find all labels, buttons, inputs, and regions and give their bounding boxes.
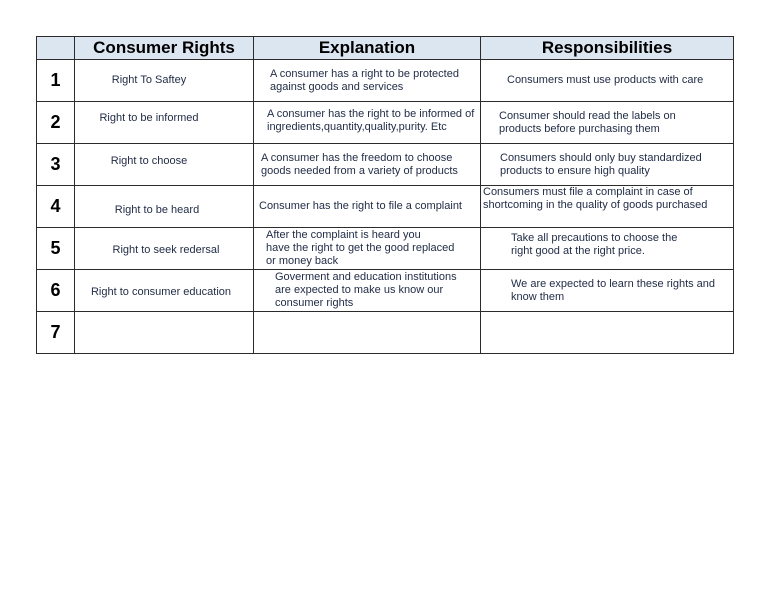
responsibility-cell[interactable]	[481, 270, 734, 312]
cell-text: Goverment and education institutions are expected to make us know our consumer rights	[275, 271, 457, 309]
row-number-cell[interactable]: 3	[37, 144, 75, 186]
consumer-right-cell[interactable]	[75, 144, 254, 186]
header-cell-index[interactable]	[37, 37, 75, 60]
explanation-cell[interactable]	[254, 144, 481, 186]
cell-text: After the complaint is heard you have the right to get the good replaced or money back	[266, 229, 455, 267]
row-number-cell[interactable]: 6	[37, 270, 75, 312]
cell-text: Consumers should only buy standardized products to ensure high quality	[500, 151, 702, 177]
consumer-right-cell[interactable]	[75, 228, 254, 270]
explanation-cell[interactable]	[254, 186, 481, 228]
spreadsheet-table-area	[36, 36, 734, 354]
consumer-rights-table	[36, 36, 734, 354]
cell-text: A consumer has the right to be informed of ingredients,quantity,quality,purity. Etc	[267, 107, 475, 133]
row-number-cell[interactable]: 1	[37, 60, 75, 102]
cell-text: We are expected to learn these rights and know them	[511, 277, 716, 303]
cell-text: A consumer has the freedom to choose goods needed from a variety of products	[261, 151, 458, 177]
header-cell-consumer-rights[interactable]: Consumer Rights	[75, 37, 254, 60]
header-cell-explanation[interactable]: Explanation	[254, 37, 481, 60]
table-row	[37, 186, 734, 228]
explanation-cell[interactable]	[254, 228, 481, 270]
explanation-cell[interactable]	[254, 60, 481, 102]
header-cell-responsibilities[interactable]: Responsibilities	[481, 37, 734, 60]
table-row	[37, 270, 734, 312]
cell-text: Right to choose	[110, 155, 188, 167]
explanation-cell[interactable]	[254, 270, 481, 312]
consumer-right-cell[interactable]	[75, 270, 254, 312]
cell-text: Right To Saftey	[111, 74, 187, 86]
row-number-cell[interactable]: 4	[37, 186, 75, 228]
cell-text: Take all precautions to choose the right good at the right price.	[511, 231, 678, 257]
explanation-cell[interactable]	[254, 102, 481, 144]
cell-text: Consumers must file a complaint in case of shortcoming in the quality of goods purchased	[483, 185, 708, 211]
row-number-cell[interactable]: 5	[37, 228, 75, 270]
consumer-right-cell[interactable]	[75, 102, 254, 144]
responsibility-cell[interactable]	[481, 144, 734, 186]
cell-text: Consumers must use products with care	[507, 74, 704, 86]
responsibility-cell[interactable]	[481, 312, 734, 354]
table-row	[37, 228, 734, 270]
responsibility-cell[interactable]	[481, 228, 734, 270]
row-number-cell[interactable]: 7	[37, 312, 75, 354]
consumer-right-cell[interactable]	[75, 312, 254, 354]
table-row	[37, 60, 734, 102]
cell-text: Right to consumer education	[90, 286, 232, 298]
consumer-right-cell[interactable]	[75, 60, 254, 102]
responsibility-cell[interactable]	[481, 60, 734, 102]
table-row	[37, 102, 734, 144]
table-row	[37, 312, 734, 354]
cell-text: A consumer has a right to be protected against goods and services	[270, 67, 459, 93]
consumer-right-cell[interactable]	[75, 186, 254, 228]
cell-text: Consumer has the right to file a complaint	[259, 200, 462, 212]
cell-text: Right to be informed	[99, 112, 199, 124]
cell-text: Consumer should read the labels on products before purchasing them	[499, 109, 676, 135]
cell-text: Right to seek redersal	[112, 244, 220, 256]
header-row	[37, 37, 734, 60]
row-number-cell[interactable]: 2	[37, 102, 75, 144]
responsibility-cell[interactable]	[481, 102, 734, 144]
table-row	[37, 144, 734, 186]
cell-text: Right to be heard	[114, 204, 200, 216]
responsibility-cell[interactable]	[481, 186, 734, 228]
explanation-cell[interactable]	[254, 312, 481, 354]
